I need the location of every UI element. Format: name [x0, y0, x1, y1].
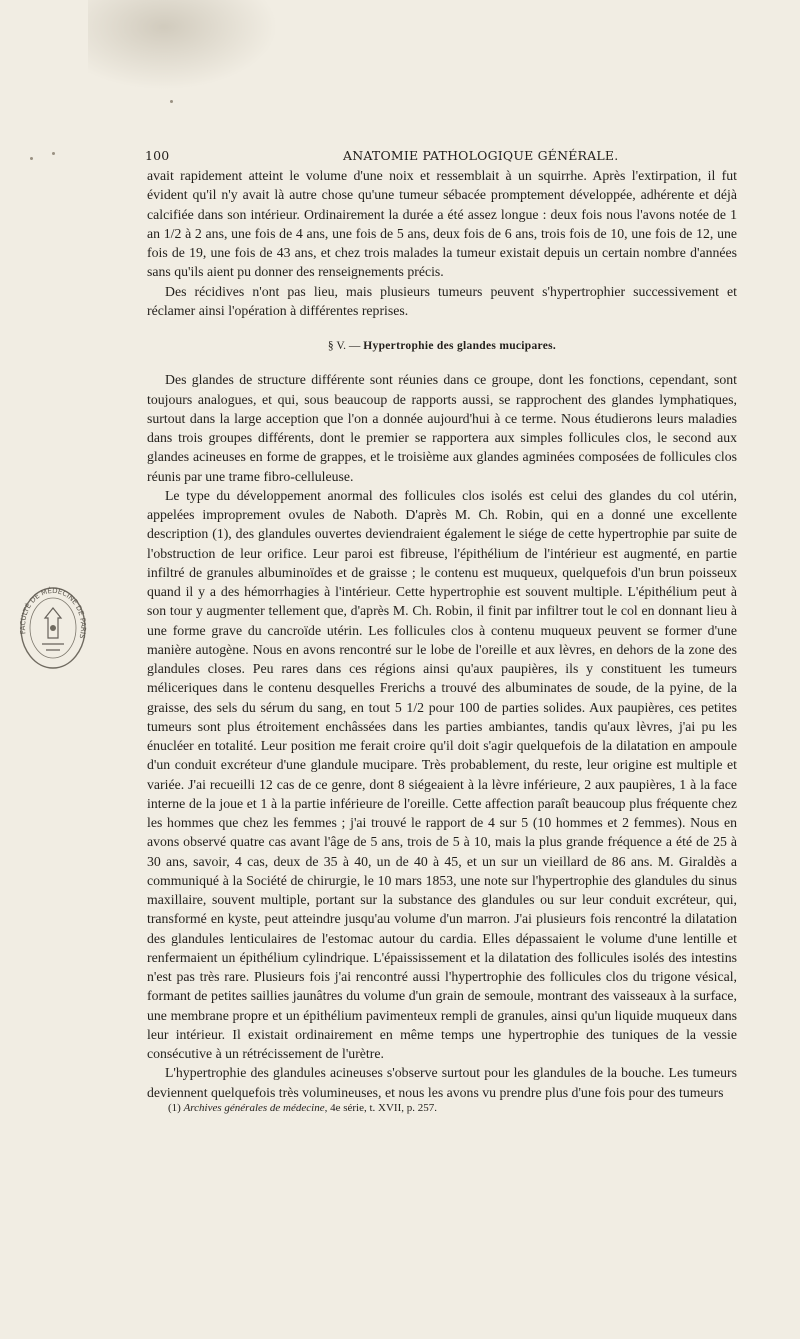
margin-speck	[170, 100, 173, 103]
paragraph: Des récidives n'ont pas lieu, mais plusieurs tumeurs peuvent s'hypertrophier successivement et réclamer ainsi l'opération à différentes reprises.	[147, 283, 737, 318]
svg-text:FACULTÉ DE MÉDECINE DE PARIS: FACULTÉ DE MÉDECINE DE PARIS	[18, 586, 88, 640]
body-text	[147, 166, 737, 1102]
section-title: Hypertrophie des glandes mucipares.	[363, 340, 557, 352]
section-label: § V. —	[327, 340, 361, 352]
footnote-source: Archives générales de médecine,	[183, 1102, 328, 1114]
footnote-details: 4e série, t. XVII, p. 257.	[330, 1102, 438, 1114]
running-title: ANATOMIE PATHOLOGIQUE GÉNÉRALE.	[343, 148, 619, 163]
section-heading	[147, 337, 737, 356]
paragraph: L'hypertrophie des glandules acineuses s'observe surtout pour les glandules de la bouche. Les tumeurs deviennent quelquefois très volumineuses, et nous les avons vu prendre plus d'une fois pour des tumeurs	[147, 1065, 737, 1100]
margin-speck	[30, 157, 33, 160]
paragraph: Des glandes de structure différente sont réunies dans ce groupe, dont les fonctions, cependant, sont toujours analogues, et qui, sous beaucoup de rapports aussi, se rapprochent des glandes lymphatiques, surtout dans la large acception que l'on a donnée aujourd'hui à ce terme. Nous étudierons leurs maladies dans trois groupes différents, dont le premier se rapportera aux simples follicules clos, le second aux glandes acineuses en forme de grappes, et le troisième aux glandes agminées composées de follicules clos réunis par une trame fibro-celluleuse.	[147, 372, 737, 484]
footnote-marker: (1)	[168, 1102, 181, 1114]
paragraph: Le type du développement anormal des follicules clos isolés est celui des glandes du col utérin, appelées improprement ovules de Naboth. D'après M. Ch. Robin, qui en a donné une excellente description (1), des glandules ouvertes deviendraient également le siége de cette hypertrophie par suite de l'obstruction de leur orifice. Leur paroi est fibreuse, l'épithélium de l'intérieur est augmenté, en partie infiltré de granules albuminoïdes et de graisse ; le contenu est muqueux, quelquefois d'un brun poisseux quand il y a des hémorrhagies à l'intérieur. Cette hypertrophie est souvent multiple. L'épithélium peut à son tour y augmenter tellement que, d'après M. Ch. Robin, il finit par infiltrer tout le col en donnant lieu à une forme grave du cancroïde utérin. Les follicules clos à contenu muqueux peuvent se former d'une manière autogène. Nous en avons rencontré sur le lobe de l'oreille et aux lèvres, en dehors de la zone des glandules closes. Peu rares dans ces régions ainsi qu'aux paupières, ils y constituent les tumeurs méliceriques dans le contenu desquelles Frerichs a trouvé des albuminates de soude, de la pyine, de la graisse, des sels du sérum du sang, en tout 5 1/2 pour 100 de parties solides. Aux paupières, ces petites tumeurs sont plus étroitement enchâssées dans les parties ambiantes, tandis qu'aux lèvres, j'ai pu les énucléer en totalité. Leur position me ferait croire qu'il doit s'agir quelquefois de la dilatation en ampoule d'un conduit excréteur d'une glandule mucipare. Très probablement, du reste, leur origine est multiple et variée. J'ai recueilli 12 cas de ce genre, dont 8 siégeaient à la lèvre inférieure, 2 aux paupières, 1 à la face interne de la joue et 1 à la partie inférieure de l'oreille. Cette affection paraît beaucoup plus fréquente chez les hommes que chez les femmes ; j'ai trouvé le rapport de 4 sur 5 (10 hommes et 2 femmes). Nous en avons observé quatre cas avant l'âge de 5 ans, trois de 5 à 10, mais la plus grande fréquence a été de 25 à 30 ans, savoir, 4 cas, deux de 35 à 40, un de 40 à 45, et un sur un vieillard de 86 ans. M. Giraldès a communiqué à la Société de chirurgie, le 10 mars 1853, une note sur l'hypertrophie des glandules du sinus maxillaire, souvent multiple, portant sur la substance des glandules ou sur leur conduit excréteur, qui, transformé en kyste, peut atteindre jusqu'au volume d'un marron. J'ai plusieurs fois rencontré la dilatation des glandules lenticulaires de l'estomac autour du cardia. Elles dépassaient le volume d'une lentille et renfermaient un épithélium cylindrique. L'épaississement et la dilatation des follicules isolés des intestins n'est pas très rare. Plusieurs fois j'ai rencontré aussi l'hypertrophie des follicules clos du trigone vésical, formant de petites saillies jaunâtres du volume d'un grain de semoule, montrant des vaisseaux à la surface, une membrane propre et un épithélium pavimenteux rempli de granules, ainsi qu'un liquide muqueux dans leur intérieur. Il existait ordinairement en même temps une hypertrophie des tuniques de la vessie consécutive à un rétrécissement de l'urètre.	[147, 487, 737, 1061]
margin-speck	[52, 152, 55, 155]
paper-stain	[88, 0, 278, 90]
page-number: 100	[145, 148, 170, 163]
paragraph: avait rapidement atteint le volume d'une noix et ressemblait à un squirrhe. Après l'extirpation, il fut évident qu'il n'y avait là autre chose qu'une tumeur sébacée promptement développée, adhérente et déjà calcifiée dans son intérieur. Ordinairement la durée a été assez longue : deux fois nous l'avons notée de 1 an 1/2 à 2 ans, une fois de 4 ans, une fois de 5 ans, deux fois de 6 ans, trois fois de 10, une fois de 12, une fois de 19, une fois de 43 ans, et chez trois malades la tumeur existait depuis un certain nombre d'années sans qu'ils aient pu donner des renseignements précis.	[147, 168, 737, 280]
footnote	[168, 1102, 728, 1114]
running-header	[145, 148, 740, 166]
library-stamp	[12, 578, 94, 678]
